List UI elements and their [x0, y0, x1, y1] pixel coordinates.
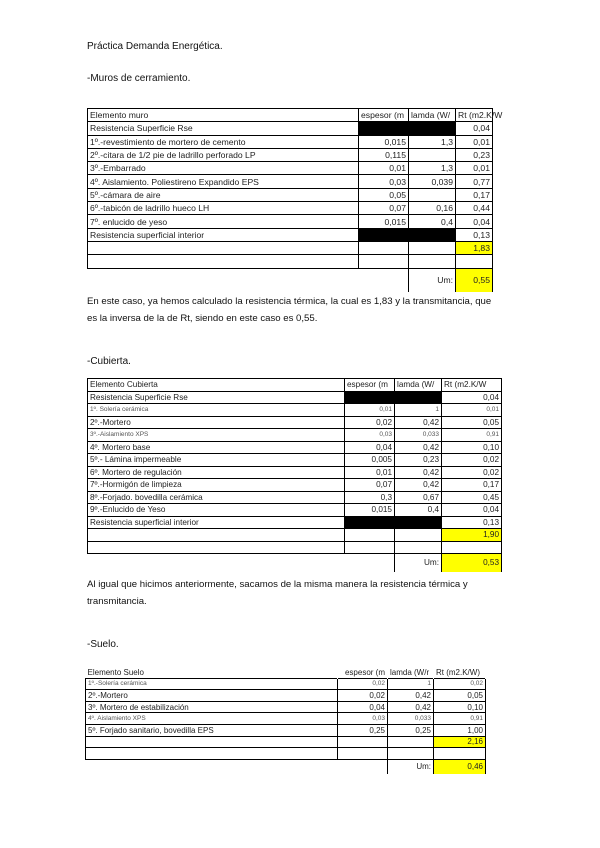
- cell-espesor: 0,04: [338, 701, 388, 713]
- cell-lamda: [409, 188, 456, 201]
- cell-rt: 0,17: [442, 479, 502, 492]
- cell-name: Resistencia superficial interior: [88, 516, 345, 529]
- cubierta-heading: -Cubierta.: [87, 356, 131, 367]
- cell-lamda: 0,42: [388, 690, 434, 702]
- cell-empty: [88, 241, 359, 254]
- spacer-row: [88, 255, 493, 268]
- cell-rt: 0,05: [442, 416, 502, 429]
- cell-rt: 0,01: [456, 162, 493, 175]
- cell-empty: [88, 255, 359, 268]
- cell-name: 4º. Aislamiento. Poliestireno Expandido EPS: [88, 175, 359, 188]
- total-rt: 1,90: [442, 529, 502, 542]
- header-rt: Rt (m2.K/W: [456, 109, 493, 122]
- cell-lamda: 1,3: [409, 135, 456, 148]
- cell-empty: [345, 541, 395, 554]
- spacer-row: [88, 541, 502, 554]
- muros-table: [87, 108, 503, 292]
- cell-empty: [359, 241, 409, 254]
- cell-empty: [434, 748, 486, 760]
- cell-empty: [388, 736, 434, 748]
- cell-name: 6º. Mortero de regulación: [88, 466, 345, 479]
- um-value: 0,46: [434, 760, 486, 774]
- table-row: [88, 215, 493, 228]
- table-row: [88, 175, 493, 188]
- total-rt: 1,83: [456, 241, 493, 254]
- total-row: [88, 529, 502, 542]
- cell-lamda: 0,033: [388, 713, 434, 725]
- cell-espesor: 0,015: [359, 135, 409, 148]
- cell-empty: [86, 748, 338, 760]
- table-row: [88, 504, 502, 517]
- cell-name: Resistencia Superficie Rse: [88, 391, 345, 404]
- cell-espesor: 0,015: [345, 504, 395, 517]
- table-row: [88, 202, 493, 215]
- cell-name: 1º. Solería cerámica: [88, 404, 345, 417]
- cell-name: 3º. Mortero de estabilización: [86, 701, 338, 713]
- page-title: Práctica Demanda Energética.: [87, 41, 223, 52]
- header-elemento: Elemento muro: [88, 109, 359, 122]
- header-lamda: lamda (W/: [409, 109, 456, 122]
- cell-rt: 0,91: [442, 429, 502, 442]
- table-row: [88, 441, 502, 454]
- table-row: [86, 678, 486, 690]
- cell-lamda: 1: [388, 678, 434, 690]
- table-row: [88, 454, 502, 467]
- table-row: [88, 479, 502, 492]
- cell-name: 7º. enlucido de yeso: [88, 215, 359, 228]
- cell-rt: 0,02: [442, 454, 502, 467]
- cell-rt: 0,02: [434, 678, 486, 690]
- cell-lamda: 0,25: [388, 724, 434, 736]
- cell-empty: [359, 268, 409, 292]
- table-row: [88, 416, 502, 429]
- table-row: [88, 466, 502, 479]
- header-lamda: lamda (W/r: [390, 667, 430, 677]
- cell-rt: 0,04: [456, 122, 493, 135]
- cell-lamda: 0,42: [395, 441, 442, 454]
- cell-name: 1º.-revestimiento de mortero de cemento: [88, 135, 359, 148]
- cell-name: 2º.-Mortero: [86, 690, 338, 702]
- cell-rt: 0,04: [442, 391, 502, 404]
- cell-lamda: 0,16: [409, 202, 456, 215]
- cell-lamda: 0,4: [395, 504, 442, 517]
- cell-blackout: [395, 391, 442, 404]
- cell-lamda: [409, 148, 456, 161]
- cell-espesor: 0,005: [345, 454, 395, 467]
- cell-lamda: 0,23: [395, 454, 442, 467]
- total-row: [86, 736, 486, 748]
- cell-rt: 0,23: [456, 148, 493, 161]
- cell-empty: [86, 760, 338, 774]
- table-header-row: [88, 109, 493, 122]
- total-rt: 2,16: [434, 736, 486, 748]
- suelo-table: [85, 666, 486, 774]
- cell-lamda: 0,42: [395, 416, 442, 429]
- um-value: 0,55: [456, 268, 493, 292]
- cell-lamda: 0,42: [388, 701, 434, 713]
- cell-rt: 0,13: [442, 516, 502, 529]
- cell-empty: [345, 529, 395, 542]
- cell-rt: 0,10: [442, 441, 502, 454]
- cell-blackout: [345, 391, 395, 404]
- cell-espesor: 0,02: [345, 416, 395, 429]
- cell-name: Resistencia superficial interior: [88, 228, 359, 241]
- um-label: Um:: [409, 268, 456, 292]
- cell-blackout: [395, 516, 442, 529]
- um-row: [88, 554, 502, 572]
- cell-name: 3º.-Embarrado: [88, 162, 359, 175]
- cell-lamda: 0,4: [409, 215, 456, 228]
- header-espesor: espesor (m: [359, 109, 409, 122]
- cell-rt: 0,04: [456, 215, 493, 228]
- cell-espesor: 0,015: [359, 215, 409, 228]
- cell-rt: 0,10: [434, 701, 486, 713]
- header-rt: Rt (m2.K/W: [442, 379, 502, 392]
- cell-rt: 1,00: [434, 724, 486, 736]
- cell-blackout: [409, 228, 456, 241]
- cell-rt: 0,01: [456, 135, 493, 148]
- um-row: [88, 268, 493, 292]
- table-row: [86, 724, 486, 736]
- cell-name: 2º.-Mortero: [88, 416, 345, 429]
- table-row: [88, 135, 493, 148]
- cell-name: 3º.-Aislamiento XPS: [88, 429, 345, 442]
- cell-lamda: 0,42: [395, 479, 442, 492]
- cell-blackout: [409, 122, 456, 135]
- cell-lamda: 1,3: [409, 162, 456, 175]
- cell-name: Resistencia Superficie Rse: [88, 122, 359, 135]
- cell-rt: 0,91: [434, 713, 486, 725]
- cubierta-table: [87, 378, 502, 572]
- table-row: [88, 516, 502, 529]
- cell-name: 9º.-Enlucido de Yeso: [88, 504, 345, 517]
- suelo-heading: -Suelo.: [87, 639, 119, 650]
- table-row: [88, 228, 493, 241]
- cell-espesor: 0,115: [359, 148, 409, 161]
- cell-espesor: 0,02: [338, 690, 388, 702]
- cell-espesor: 0,07: [345, 479, 395, 492]
- cell-rt: 0,17: [456, 188, 493, 201]
- cell-empty: [88, 554, 345, 572]
- cell-empty: [359, 255, 409, 268]
- cell-rt: 0,01: [442, 404, 502, 417]
- table-row: [88, 491, 502, 504]
- cell-espesor: 0,05: [359, 188, 409, 201]
- table-row: [86, 690, 486, 702]
- table-row: [88, 188, 493, 201]
- table-row: [88, 391, 502, 404]
- cell-espesor: 0,01: [359, 162, 409, 175]
- cell-empty: [409, 241, 456, 254]
- cell-espesor: 0,01: [345, 466, 395, 479]
- cell-empty: [345, 554, 395, 572]
- cell-empty: [409, 255, 456, 268]
- um-label: Um:: [395, 554, 442, 572]
- cell-espesor: 0,03: [345, 429, 395, 442]
- cell-lamda: 0,42: [395, 466, 442, 479]
- cell-blackout: [359, 122, 409, 135]
- table-header-row: [86, 667, 486, 679]
- cell-empty: [388, 748, 434, 760]
- cell-espesor: 0,04: [345, 441, 395, 454]
- cell-name: 4º. Mortero base: [88, 441, 345, 454]
- header-elemento: Elemento Suelo: [87, 667, 144, 677]
- cell-name: 5º.- Lámina impermeable: [88, 454, 345, 467]
- cell-espesor: 0,03: [359, 175, 409, 188]
- table-row: [88, 429, 502, 442]
- cell-empty: [88, 541, 345, 554]
- cell-empty: [338, 760, 388, 774]
- table-row: [88, 162, 493, 175]
- cell-name: 2º.-citara de 1/2 pie de ladrillo perforado LP: [88, 148, 359, 161]
- cell-name: 4º. Aislamiento XPS: [86, 713, 338, 725]
- cell-rt: 0,44: [456, 202, 493, 215]
- header-elemento: Elemento Cubierta: [88, 379, 345, 392]
- table-header-row: [88, 379, 502, 392]
- cell-name: 6º.-tabicón de ladrillo hueco LH: [88, 202, 359, 215]
- cell-name: 1º.-Solería cerámica: [86, 678, 338, 690]
- table-row: [88, 122, 493, 135]
- cell-empty: [395, 529, 442, 542]
- cell-rt: 0,13: [456, 228, 493, 241]
- cell-empty: [338, 748, 388, 760]
- muros-heading: -Muros de cerramiento.: [87, 73, 191, 84]
- cell-empty: [395, 541, 442, 554]
- cell-name: 8º.-Forjado. bovedilla cerámica: [88, 491, 345, 504]
- cell-lamda: 0,67: [395, 491, 442, 504]
- cell-name: 5º.-cámara de aire: [88, 188, 359, 201]
- cell-rt: 0,05: [434, 690, 486, 702]
- um-value: 0,53: [442, 554, 502, 572]
- header-lamda: lamda (W/: [395, 379, 442, 392]
- cell-name: 5º. Forjado sanitario, bovedilla EPS: [86, 724, 338, 736]
- cell-espesor: 0,25: [338, 724, 388, 736]
- um-row: [86, 760, 486, 774]
- cell-espesor: 0,03: [338, 713, 388, 725]
- cell-empty: [442, 541, 502, 554]
- cell-empty: [88, 529, 345, 542]
- cell-lamda: 1: [395, 404, 442, 417]
- cell-empty: [86, 736, 338, 748]
- paragraph-cubierta-line2: transmitancia.: [87, 596, 147, 607]
- paragraph-muros-line1: En este caso, ya hemos calculado la resistencia térmica, la cual es 1,83 y la transmitancia, que: [87, 296, 492, 307]
- paragraph-muros-line2: es la inversa de la de Rt, siendo en este caso es 0,55.: [87, 313, 318, 324]
- cell-rt: 0,04: [442, 504, 502, 517]
- table-row: [88, 404, 502, 417]
- um-label: Um:: [388, 760, 434, 774]
- table-row: [88, 148, 493, 161]
- cell-rt: 0,02: [442, 466, 502, 479]
- paragraph-cubierta-line1: Al igual que hicimos anteriormente, sacamos de la misma manera la resistencia térmica y: [87, 579, 468, 590]
- cell-espesor: 0,02: [338, 678, 388, 690]
- cell-empty: [88, 268, 359, 292]
- table-row: [86, 713, 486, 725]
- cell-blackout: [359, 228, 409, 241]
- header-rt: Rt (m2.K/W): [436, 667, 480, 677]
- cell-empty: [456, 255, 493, 268]
- spacer-row: [86, 748, 486, 760]
- cell-lamda: 0,033: [395, 429, 442, 442]
- cell-espesor: 0,01: [345, 404, 395, 417]
- cell-espesor: 0,3: [345, 491, 395, 504]
- total-row: [88, 241, 493, 254]
- cell-rt: 0,77: [456, 175, 493, 188]
- cell-lamda: 0,039: [409, 175, 456, 188]
- cell-name: 7º.-Hormigón de limpieza: [88, 479, 345, 492]
- table-row: [86, 701, 486, 713]
- cell-blackout: [345, 516, 395, 529]
- cell-espesor: 0,07: [359, 202, 409, 215]
- cell-empty: [338, 736, 388, 748]
- header-espesor: espesor (m: [345, 379, 395, 392]
- cell-rt: 0,45: [442, 491, 502, 504]
- header-espesor: espesor (m: [344, 667, 385, 677]
